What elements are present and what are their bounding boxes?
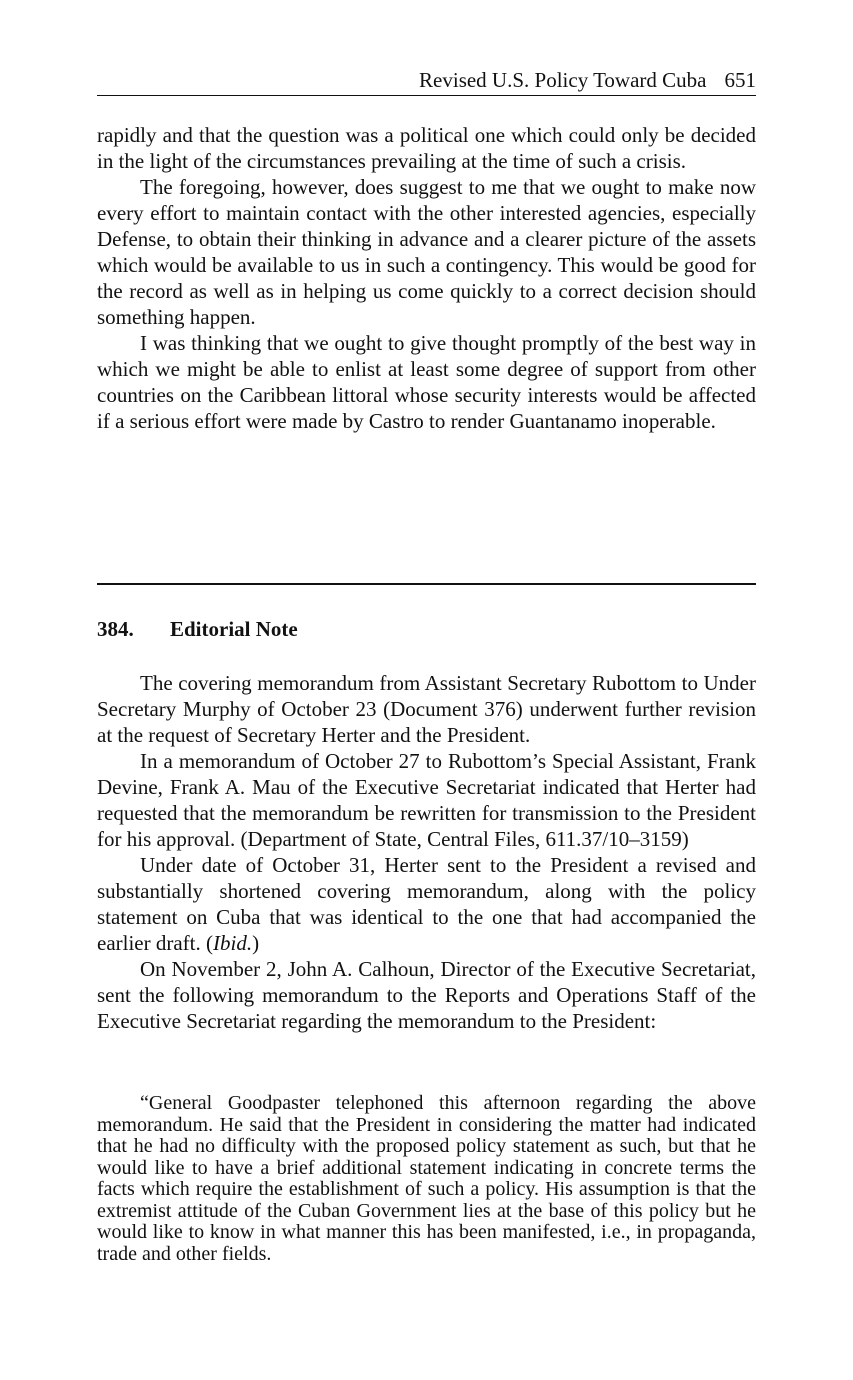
paragraph: The covering memorandum from Assistant Secretary Rubottom to Under Secretary Murphy of October 23 (Document 376) underwent further revision at the request of Secretary Herter and the President. <box>97 671 756 747</box>
paragraph: I was thinking that we ought to give thought promptly of the best way in which we might be able to enlist at least some degree of support from other countries on the Caribbean littoral whose security interests would be affected if a serious effort were made by Castro to render Guantanamo inoperable. <box>97 331 756 433</box>
running-head <box>419 66 756 94</box>
ibid-citation: Ibid. <box>213 931 253 955</box>
paragraph-text-close: ) <box>252 931 260 955</box>
document-heading <box>97 615 298 643</box>
continued-text <box>97 122 756 434</box>
running-title: Revised U.S. Policy Toward Cuba <box>419 68 707 92</box>
paragraph: The foregoing, however, does suggest to me that we ought to make now every effort to maintain contact with the other interested agencies, especially Defense, to obtain their thinking in advance and a clearer picture of the assets which would be available to us in such a contingency. This would be good for the record as well as in helping us come quickly to a correct decision should something happen. <box>97 175 756 329</box>
document-title: Editorial Note <box>170 617 298 641</box>
paragraph-text: Under date of October 31, Herter sent to the President a revised and substantially shortened covering memorandum, along with the policy statement on Cuba that was identical to the one that had accompanied the earlier draft. ( <box>97 853 756 955</box>
editorial-note-body <box>97 670 756 1034</box>
block-quote: “General Goodpaster telephoned this afternoon regarding the above memorandum. He said that the President in considering the matter had indicated that he had no difficulty with the proposed policy statement as such, but that he would like to have a brief additional statement indicating in concrete terms the facts which require the establishment of such a policy. His assumption is that the extremist attitude of the Cuban Government lies at the base of this policy but he would like to know in what manner this has been manifested, i.e., in propaganda, trade and other fields. <box>97 1092 756 1265</box>
paragraph <box>97 852 756 956</box>
document-number: 384. <box>97 617 134 641</box>
section-divider <box>97 583 756 585</box>
paragraph: On November 2, John A. Calhoun, Director of the Executive Secretariat, sent the following memorandum to the Reports and Operations Staff of the Executive Secretariat regarding the memorandum to the President: <box>97 957 756 1033</box>
page-number: 651 <box>724 68 756 92</box>
header-rule <box>97 95 756 96</box>
paragraph: In a memorandum of October 27 to Rubottom’s Special Assistant, Frank Devine, Frank A. Mau of the Executive Secretariat indicated that Herter had requested that the memorandum be rewritten for transmission to the President for his approval. (Department of State, Central Files, 611.37/10–3159) <box>97 749 756 851</box>
paragraph: rapidly and that the question was a political one which could only be decided in the light of the circumstances prevailing at the time of such a crisis. <box>97 123 756 173</box>
